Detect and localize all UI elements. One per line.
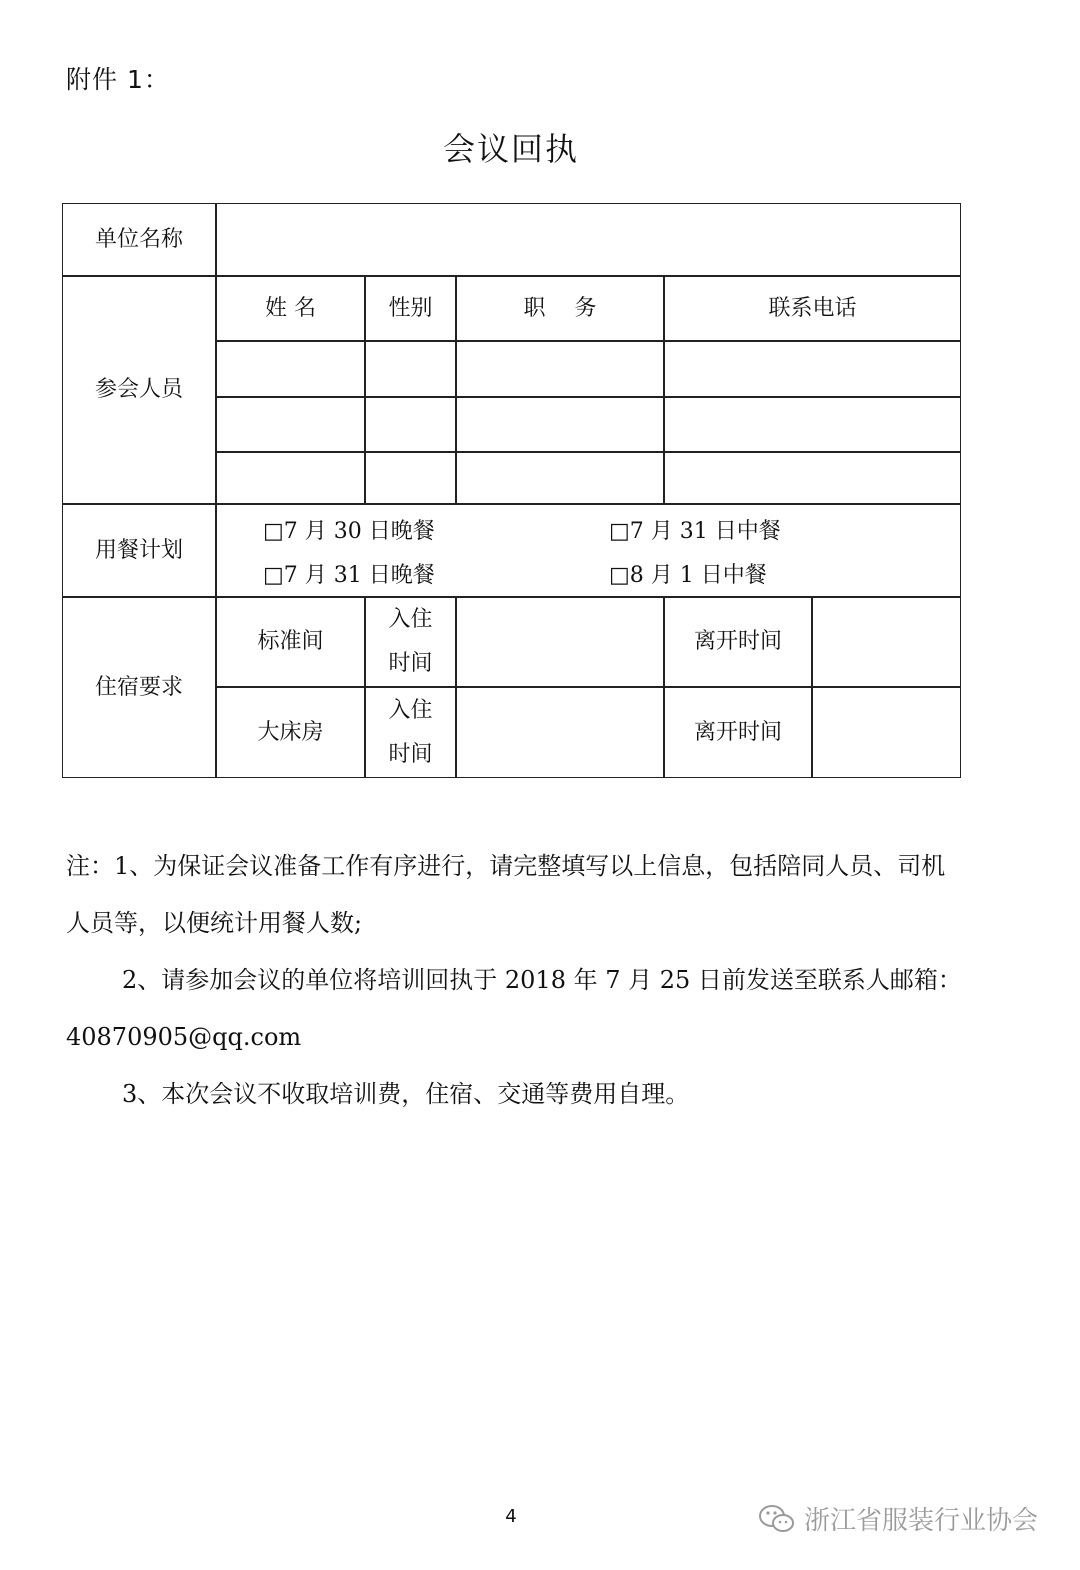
column-header-phone: 联系电话 [768, 295, 857, 321]
attendee-gender-field[interactable] [366, 453, 455, 503]
room-type-standard: 标准间 [257, 629, 324, 655]
attendee-position-field[interactable] [457, 453, 663, 503]
meal-option-checkbox[interactable]: □7 月 30 日晚餐 [263, 519, 435, 545]
attendee-position-field[interactable] [457, 342, 663, 396]
checkin-label-line2: 时间 [388, 651, 433, 676]
attendee-name-field[interactable] [217, 398, 364, 451]
page-number: 4 [505, 1506, 517, 1527]
checkin-label-line2: 时间 [388, 741, 433, 767]
page-title: 会议回执 [442, 130, 579, 168]
attendee-gender-field[interactable] [366, 342, 455, 396]
note-3: 3、本次会议不收取培训费，住宿、交通等费用自理。 [122, 1080, 690, 1108]
note-1: 注：1、为保证会议准备工作有序进行，请完整填写以上信息，包括陪同人员、司机人员等，以便统计用餐人数; [66, 852, 946, 937]
lodging-label: 住宿要求 [94, 674, 183, 700]
attendee-phone-field[interactable] [665, 453, 960, 503]
attendee-name-field[interactable] [217, 342, 364, 396]
attendee-phone-field[interactable] [665, 398, 960, 451]
meal-option-checkbox[interactable]: □8 月 1 日中餐 [609, 563, 767, 589]
checkin-label-line1: 入住 [388, 697, 433, 723]
leave-time-field[interactable] [813, 598, 960, 686]
unit-name-field[interactable] [217, 204, 960, 275]
room-type-king: 大床房 [257, 719, 324, 745]
column-header-position: 职 务 [523, 295, 597, 321]
checkin-time-field[interactable] [457, 688, 663, 777]
note-2: 2、请参加会议的单位将培训回执于 2018 年 7 月 25 日前发送至联系人邮箱：40870905@qq.com [66, 966, 962, 1051]
unit-name-label: 单位名称 [94, 226, 183, 252]
attendee-gender-field[interactable] [366, 398, 455, 451]
receipt-form-table [62, 203, 961, 778]
column-header-name: 姓 名 [265, 295, 316, 321]
attendee-name-field[interactable] [217, 453, 364, 503]
wechat-icon [758, 1503, 796, 1535]
watermark-text: 浙江省服装行业协会 [804, 1506, 1039, 1536]
meal-option-checkbox[interactable]: □7 月 31 日晚餐 [263, 563, 435, 589]
meal-option-checkbox[interactable]: □7 月 31 日中餐 [609, 519, 781, 545]
attendees-label: 参会人员 [94, 377, 183, 403]
attendee-phone-field[interactable] [665, 342, 960, 396]
leave-time-field[interactable] [813, 688, 960, 777]
notes-section [66, 838, 966, 1123]
checkin-time-label [366, 598, 455, 686]
meal-plan-label: 用餐计划 [94, 537, 183, 563]
leave-time-label: 离开时间 [693, 719, 782, 745]
checkin-label-line1: 入住 [388, 607, 433, 632]
watermark [758, 1500, 1038, 1537]
leave-time-label: 离开时间 [693, 629, 782, 655]
checkin-time-label [366, 688, 455, 777]
attachment-label: 附件 1： [66, 65, 170, 94]
column-header-gender: 性别 [388, 295, 433, 321]
attendee-position-field[interactable] [457, 398, 663, 451]
checkin-time-field[interactable] [457, 598, 663, 686]
